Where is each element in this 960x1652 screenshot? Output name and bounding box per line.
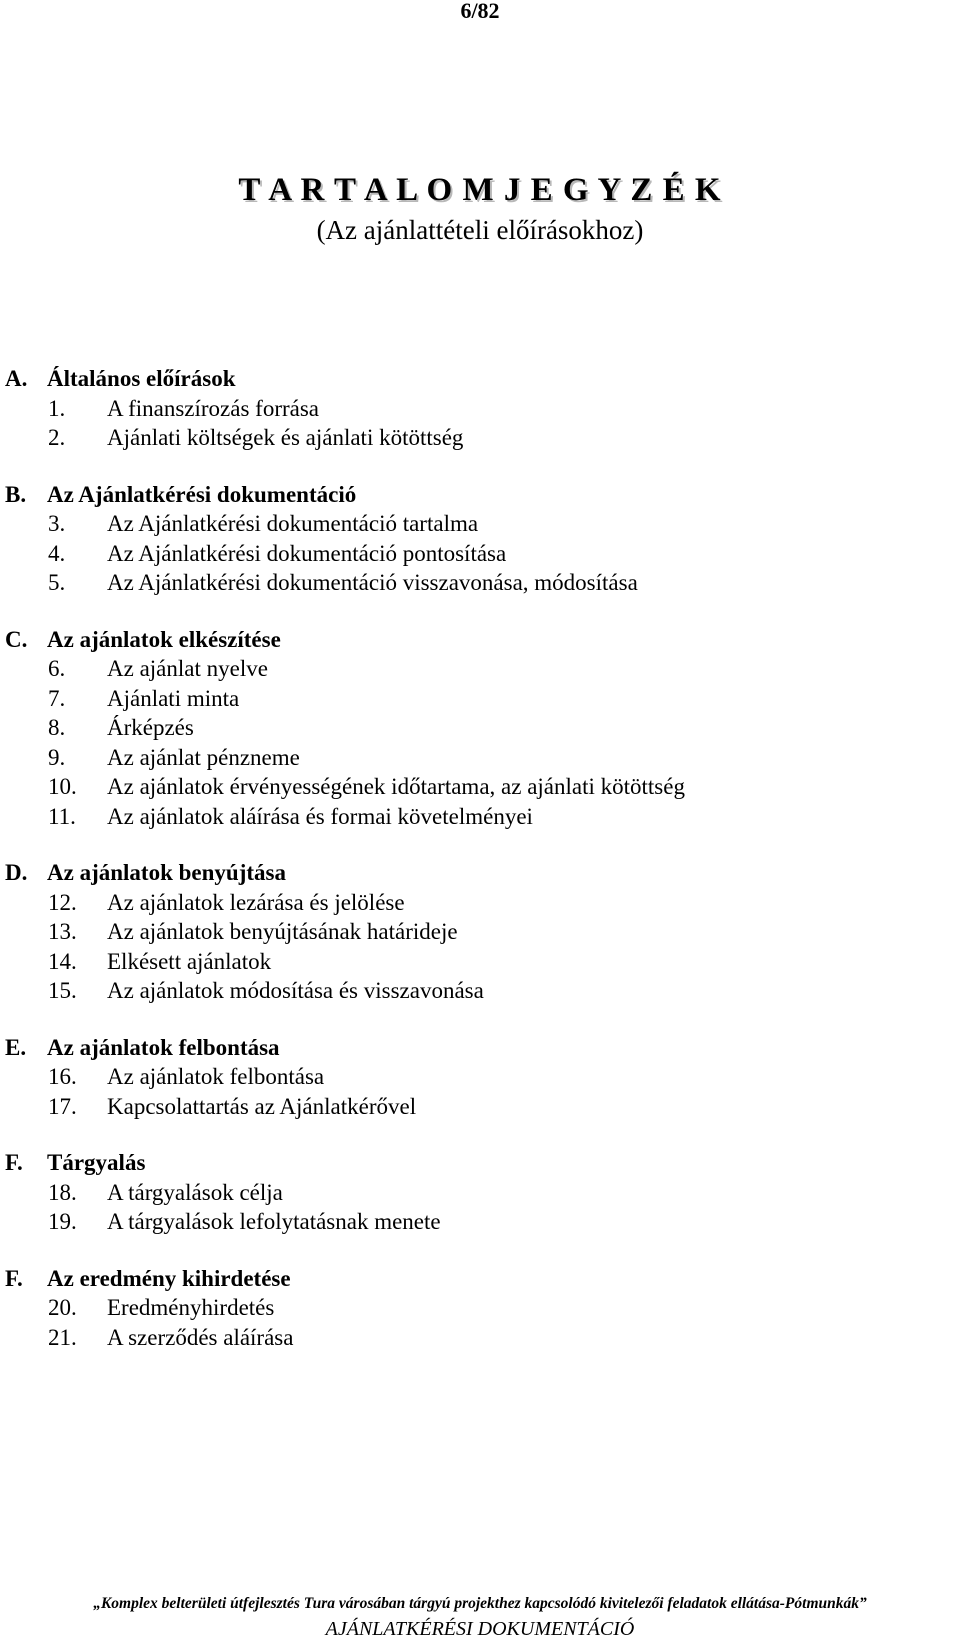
entry-number: 9. xyxy=(48,744,66,770)
entry-number: 2. xyxy=(48,425,66,450)
toc-section-heading xyxy=(5,480,945,510)
toc-section xyxy=(5,1148,945,1237)
entry-number: 16. xyxy=(48,1064,77,1089)
entry-title: Az ajánlatok érvényességének időtartama, az ajánlati kötöttség xyxy=(107,774,685,799)
section-letter: C. xyxy=(5,626,28,652)
entry-number: 17. xyxy=(48,1093,77,1119)
toc-entry xyxy=(5,713,945,743)
entry-title: Az Ajánlatkérési dokumentáció pontosítása xyxy=(107,540,507,566)
toc-entry xyxy=(5,1062,945,1092)
entry-title: Az ajánlat nyelve xyxy=(107,656,268,681)
toc-entry xyxy=(5,394,945,424)
entry-title: A tárgyalások lefolytatásnak menete xyxy=(107,1209,441,1234)
section-title: Tárgyalás xyxy=(47,1150,146,1175)
entry-number: 11. xyxy=(48,803,76,829)
page-number: 6/82 xyxy=(460,0,500,23)
toc-section xyxy=(5,364,945,453)
toc-section-heading xyxy=(5,1148,945,1178)
toc-section xyxy=(5,1264,945,1353)
toc-section-heading xyxy=(5,1264,945,1294)
section-title: Az ajánlatok benyújtása xyxy=(47,860,286,885)
footer-project-title: „Komplex belterületi útfejlesztés Tura városában tárgyú projekthez kapcsolódó kivitelezői feladatok ellátása-Pótmunkák” xyxy=(93,1595,867,1612)
entry-title: A finanszírozás forrása xyxy=(107,395,320,421)
entry-title: Az ajánlat pénzneme xyxy=(107,744,300,770)
entry-number: 3. xyxy=(48,511,66,536)
toc-entry xyxy=(5,1207,945,1237)
document-title: T A R T A L O M J E G Y Z É K xyxy=(238,172,722,208)
entry-number: 18. xyxy=(48,1179,77,1205)
toc-section-heading xyxy=(5,364,945,394)
entry-title: Az ajánlatok felbontása xyxy=(107,1064,325,1089)
entry-title: Az ajánlatok benyújtásának határideje xyxy=(107,919,458,944)
entry-number: 8. xyxy=(48,715,66,740)
footer-document-name: AJÁNLATKÉRÉSI DOKUMENTÁCIÓ xyxy=(325,1618,635,1640)
toc-entry xyxy=(5,654,945,684)
toc-entry xyxy=(5,917,945,947)
entry-number: 20. xyxy=(48,1295,77,1320)
toc-entry xyxy=(5,888,945,918)
entry-number: 15. xyxy=(48,978,77,1003)
section-title: Az ajánlatok elkészítése xyxy=(47,626,281,652)
entry-title: Az ajánlatok lezárása és jelölése xyxy=(107,889,405,915)
toc-section xyxy=(5,625,945,832)
entry-number: 7. xyxy=(48,685,66,711)
toc-entry xyxy=(5,1092,945,1122)
section-title: Az eredmény kihirdetése xyxy=(47,1265,291,1291)
toc-section xyxy=(5,1033,945,1122)
toc-entry xyxy=(5,947,945,977)
toc-entry xyxy=(5,568,945,598)
entry-title: Az ajánlatok aláírása és formai követelményei xyxy=(107,803,533,829)
entry-number: 19. xyxy=(48,1209,77,1234)
entry-number: 14. xyxy=(48,948,77,974)
section-letter: E. xyxy=(5,1034,27,1060)
entry-title: Eredményhirdetés xyxy=(107,1295,275,1320)
entry-number: 12. xyxy=(48,889,77,915)
toc-section-heading xyxy=(5,625,945,655)
section-letter: F. xyxy=(5,1150,23,1175)
entry-number: 13. xyxy=(48,919,77,944)
section-letter: F. xyxy=(5,1265,23,1291)
toc-entry xyxy=(5,802,945,832)
section-title: Általános előírások xyxy=(47,366,236,391)
toc-entry xyxy=(5,1293,945,1323)
table-of-contents xyxy=(5,364,945,1379)
toc-section-heading xyxy=(5,1033,945,1063)
toc-entry xyxy=(5,976,945,1006)
section-title: Az ajánlatok felbontása xyxy=(47,1034,280,1060)
toc-section xyxy=(5,858,945,1006)
document-subtitle: (Az ajánlattételi előírásokhoz) xyxy=(316,215,644,245)
toc-entry xyxy=(5,743,945,773)
section-title: Az Ajánlatkérési dokumentáció xyxy=(47,481,357,507)
toc-entry xyxy=(5,509,945,539)
section-letter: B. xyxy=(5,481,27,507)
entry-title: A tárgyalások célja xyxy=(107,1179,283,1205)
section-letter: A. xyxy=(5,366,28,391)
entry-title: Az ajánlatok módosítása és visszavonása xyxy=(107,978,484,1003)
entry-title: Az Ajánlatkérési dokumentáció tartalma xyxy=(107,511,479,536)
entry-number: 4. xyxy=(48,540,66,566)
section-letter: D. xyxy=(5,860,28,885)
entry-number: 1. xyxy=(48,395,66,421)
entry-title: A szerződés aláírása xyxy=(107,1324,294,1350)
toc-entry xyxy=(5,772,945,802)
entry-number: 10. xyxy=(48,774,77,799)
toc-section xyxy=(5,480,945,598)
entry-number: 5. xyxy=(48,570,66,595)
entry-title: Ajánlati költségek és ajánlati kötöttség xyxy=(107,425,464,450)
entry-title: Kapcsolattartás az Ajánlatkérővel xyxy=(107,1093,417,1119)
entry-title: Árképzés xyxy=(107,715,194,740)
entry-number: 6. xyxy=(48,656,66,681)
toc-entry xyxy=(5,423,945,453)
toc-entry xyxy=(5,684,945,714)
page-footer xyxy=(0,1592,960,1642)
toc-entry xyxy=(5,1178,945,1208)
entry-title: Az Ajánlatkérési dokumentáció visszavonása, módosítása xyxy=(107,570,638,595)
toc-entry xyxy=(5,539,945,569)
toc-entry xyxy=(5,1323,945,1353)
entry-title: Ajánlati minta xyxy=(107,685,240,711)
toc-section-heading xyxy=(5,858,945,888)
entry-title: Elkésett ajánlatok xyxy=(107,948,272,974)
entry-number: 21. xyxy=(48,1324,77,1350)
